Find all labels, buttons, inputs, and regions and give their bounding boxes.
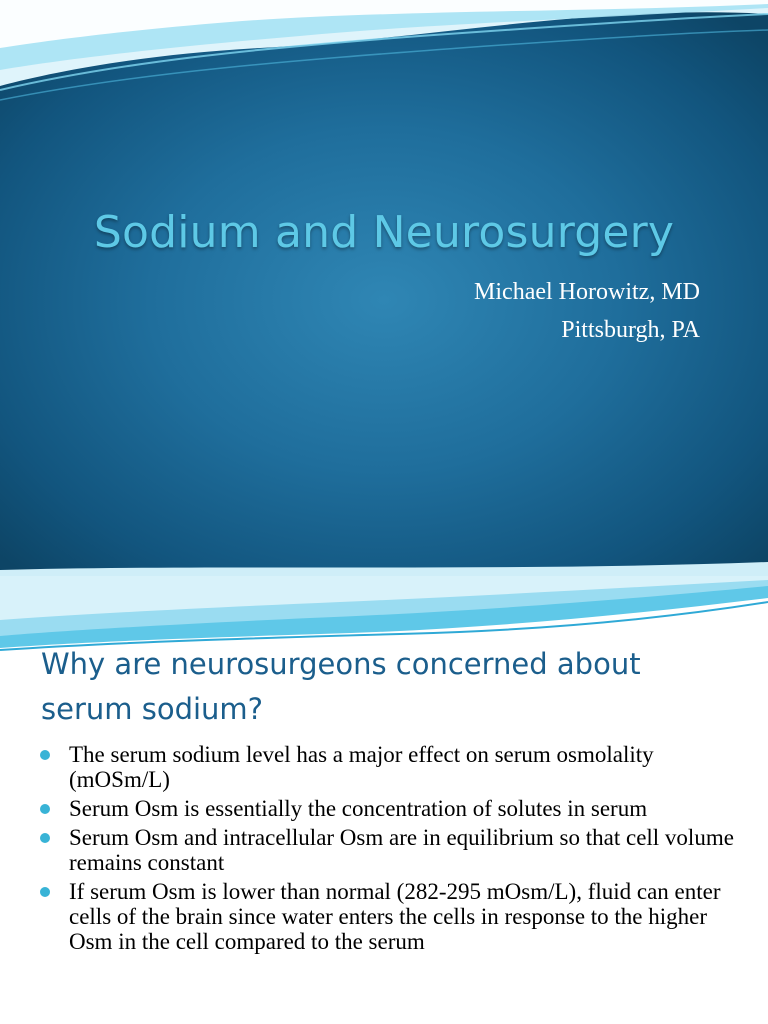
- slide1-title: Sodium and Neurosurgery: [93, 207, 675, 258]
- bullet-text: The serum sodium level has a major effect on serum osmolality (mOSm/L): [69, 742, 654, 792]
- bullet-dot-icon: [40, 833, 50, 843]
- author-name: Michael Horowitz, MD: [474, 279, 700, 305]
- bullet-item: [40, 825, 740, 875]
- top-wave-decoration: [0, 0, 768, 110]
- slide2-title: [41, 642, 741, 732]
- bottom-wave-decoration: [0, 560, 768, 576]
- bullet-dot-icon: [40, 887, 50, 897]
- bullet-item: [40, 796, 740, 821]
- slide2-title-line2: serum sodium?: [41, 692, 264, 726]
- bullet-text: If serum Osm is lower than normal (282-295 mOsm/L), fluid can enter cells of the brain since water enters the cells in response to the higher Osm in the cell compared to the serum: [69, 879, 721, 954]
- bullet-item: [40, 879, 740, 954]
- bullet-dot-icon: [40, 750, 50, 760]
- bullet-item: [40, 742, 740, 792]
- slide2-title-line1: Why are neurosurgeons concerned about: [41, 647, 641, 681]
- author-location: Pittsburgh, PA: [561, 317, 700, 343]
- bullet-text: Serum Osm is essentially the concentration of solutes in serum: [69, 796, 648, 821]
- content-slide: [0, 576, 768, 1024]
- bullet-list: [40, 742, 740, 958]
- bullet-dot-icon: [40, 804, 50, 814]
- bullet-text: Serum Osm and intracellular Osm are in equilibrium so that cell volume remains constant: [69, 825, 734, 875]
